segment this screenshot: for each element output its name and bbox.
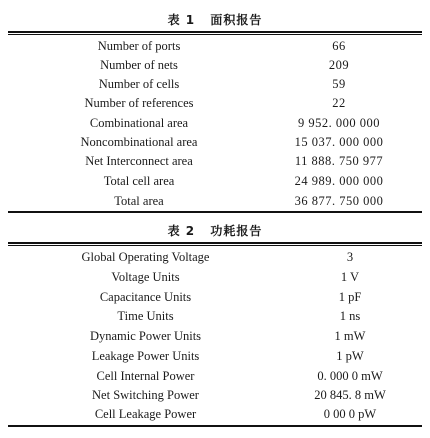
row-label: Cell Internal Power	[96, 369, 195, 383]
table-row	[8, 405, 422, 423]
table-row	[8, 56, 422, 74]
row-label: Net Switching Power	[92, 388, 199, 402]
row-label: Global Operating Voltage	[81, 250, 210, 264]
table-row	[8, 386, 422, 404]
row-value: 36 877. 750 000	[294, 194, 384, 208]
table-row	[8, 114, 422, 132]
table1-caption	[0, 11, 430, 28]
table2-bottom-rule	[8, 425, 422, 427]
row-label: Capacitance Units	[99, 290, 192, 304]
row-label: Leakage Power Units	[91, 349, 200, 363]
table2-top-rule	[8, 242, 422, 244]
row-label: Combinational area	[89, 116, 189, 130]
row-value: 11 888. 750 977	[294, 154, 384, 168]
row-value: 20 845. 8 mW	[314, 388, 386, 402]
table-row	[8, 327, 422, 345]
table-row	[8, 192, 422, 210]
table-row	[8, 94, 422, 112]
table-row	[8, 288, 422, 306]
table-row	[8, 133, 422, 151]
row-label: Cell Leakage Power	[94, 407, 197, 421]
table1-number: 表 1	[167, 13, 196, 27]
row-value: 0 00 0 pW	[323, 407, 377, 421]
row-label: Number of references	[84, 96, 194, 110]
table1-title: 面积报告	[210, 13, 263, 27]
row-value: 59	[332, 77, 346, 91]
table-row	[8, 152, 422, 170]
row-label: Total area	[114, 194, 164, 208]
table1-top-rule-inner	[8, 34, 422, 35]
row-label: Time Units	[117, 309, 174, 323]
row-label: Net Interconnect area	[85, 154, 193, 168]
row-value: 24 989. 000 000	[294, 174, 384, 188]
table-row	[8, 347, 422, 365]
row-value: 1 pW	[336, 349, 364, 363]
row-label: Dynamic Power Units	[89, 329, 202, 343]
row-value: 15 037. 000 000	[294, 135, 384, 149]
table-row	[8, 248, 422, 266]
table2-number: 表 2	[167, 224, 196, 238]
table-row	[8, 307, 422, 325]
row-value: 1 pF	[338, 290, 362, 304]
row-value: 22	[332, 96, 346, 110]
row-label: Noncombinational area	[80, 135, 198, 149]
row-value: 3	[346, 250, 354, 264]
table-row	[8, 75, 422, 93]
row-value: 0. 000 0 mW	[317, 369, 383, 383]
table-row	[8, 268, 422, 286]
table-row	[8, 37, 422, 55]
row-label: Total cell area	[103, 174, 175, 188]
row-value: 209	[328, 58, 350, 72]
row-value: 9 952. 000 000	[298, 116, 380, 130]
table2-caption	[0, 222, 430, 239]
table2-title: 功耗报告	[210, 224, 263, 238]
row-label: Number of cells	[98, 77, 180, 91]
row-value: 1 V	[340, 270, 360, 284]
table-row	[8, 367, 422, 385]
row-value: 1 ns	[339, 309, 361, 323]
table2-top-rule-inner	[8, 245, 422, 246]
table1-bottom-rule	[8, 211, 422, 213]
row-value: 66	[332, 39, 346, 53]
row-label: Number of ports	[97, 39, 181, 53]
row-value: 1 mW	[334, 329, 366, 343]
table-row	[8, 172, 422, 190]
row-label: Voltage Units	[111, 270, 180, 284]
table1-top-rule	[8, 31, 422, 33]
row-label: Number of nets	[100, 58, 178, 72]
